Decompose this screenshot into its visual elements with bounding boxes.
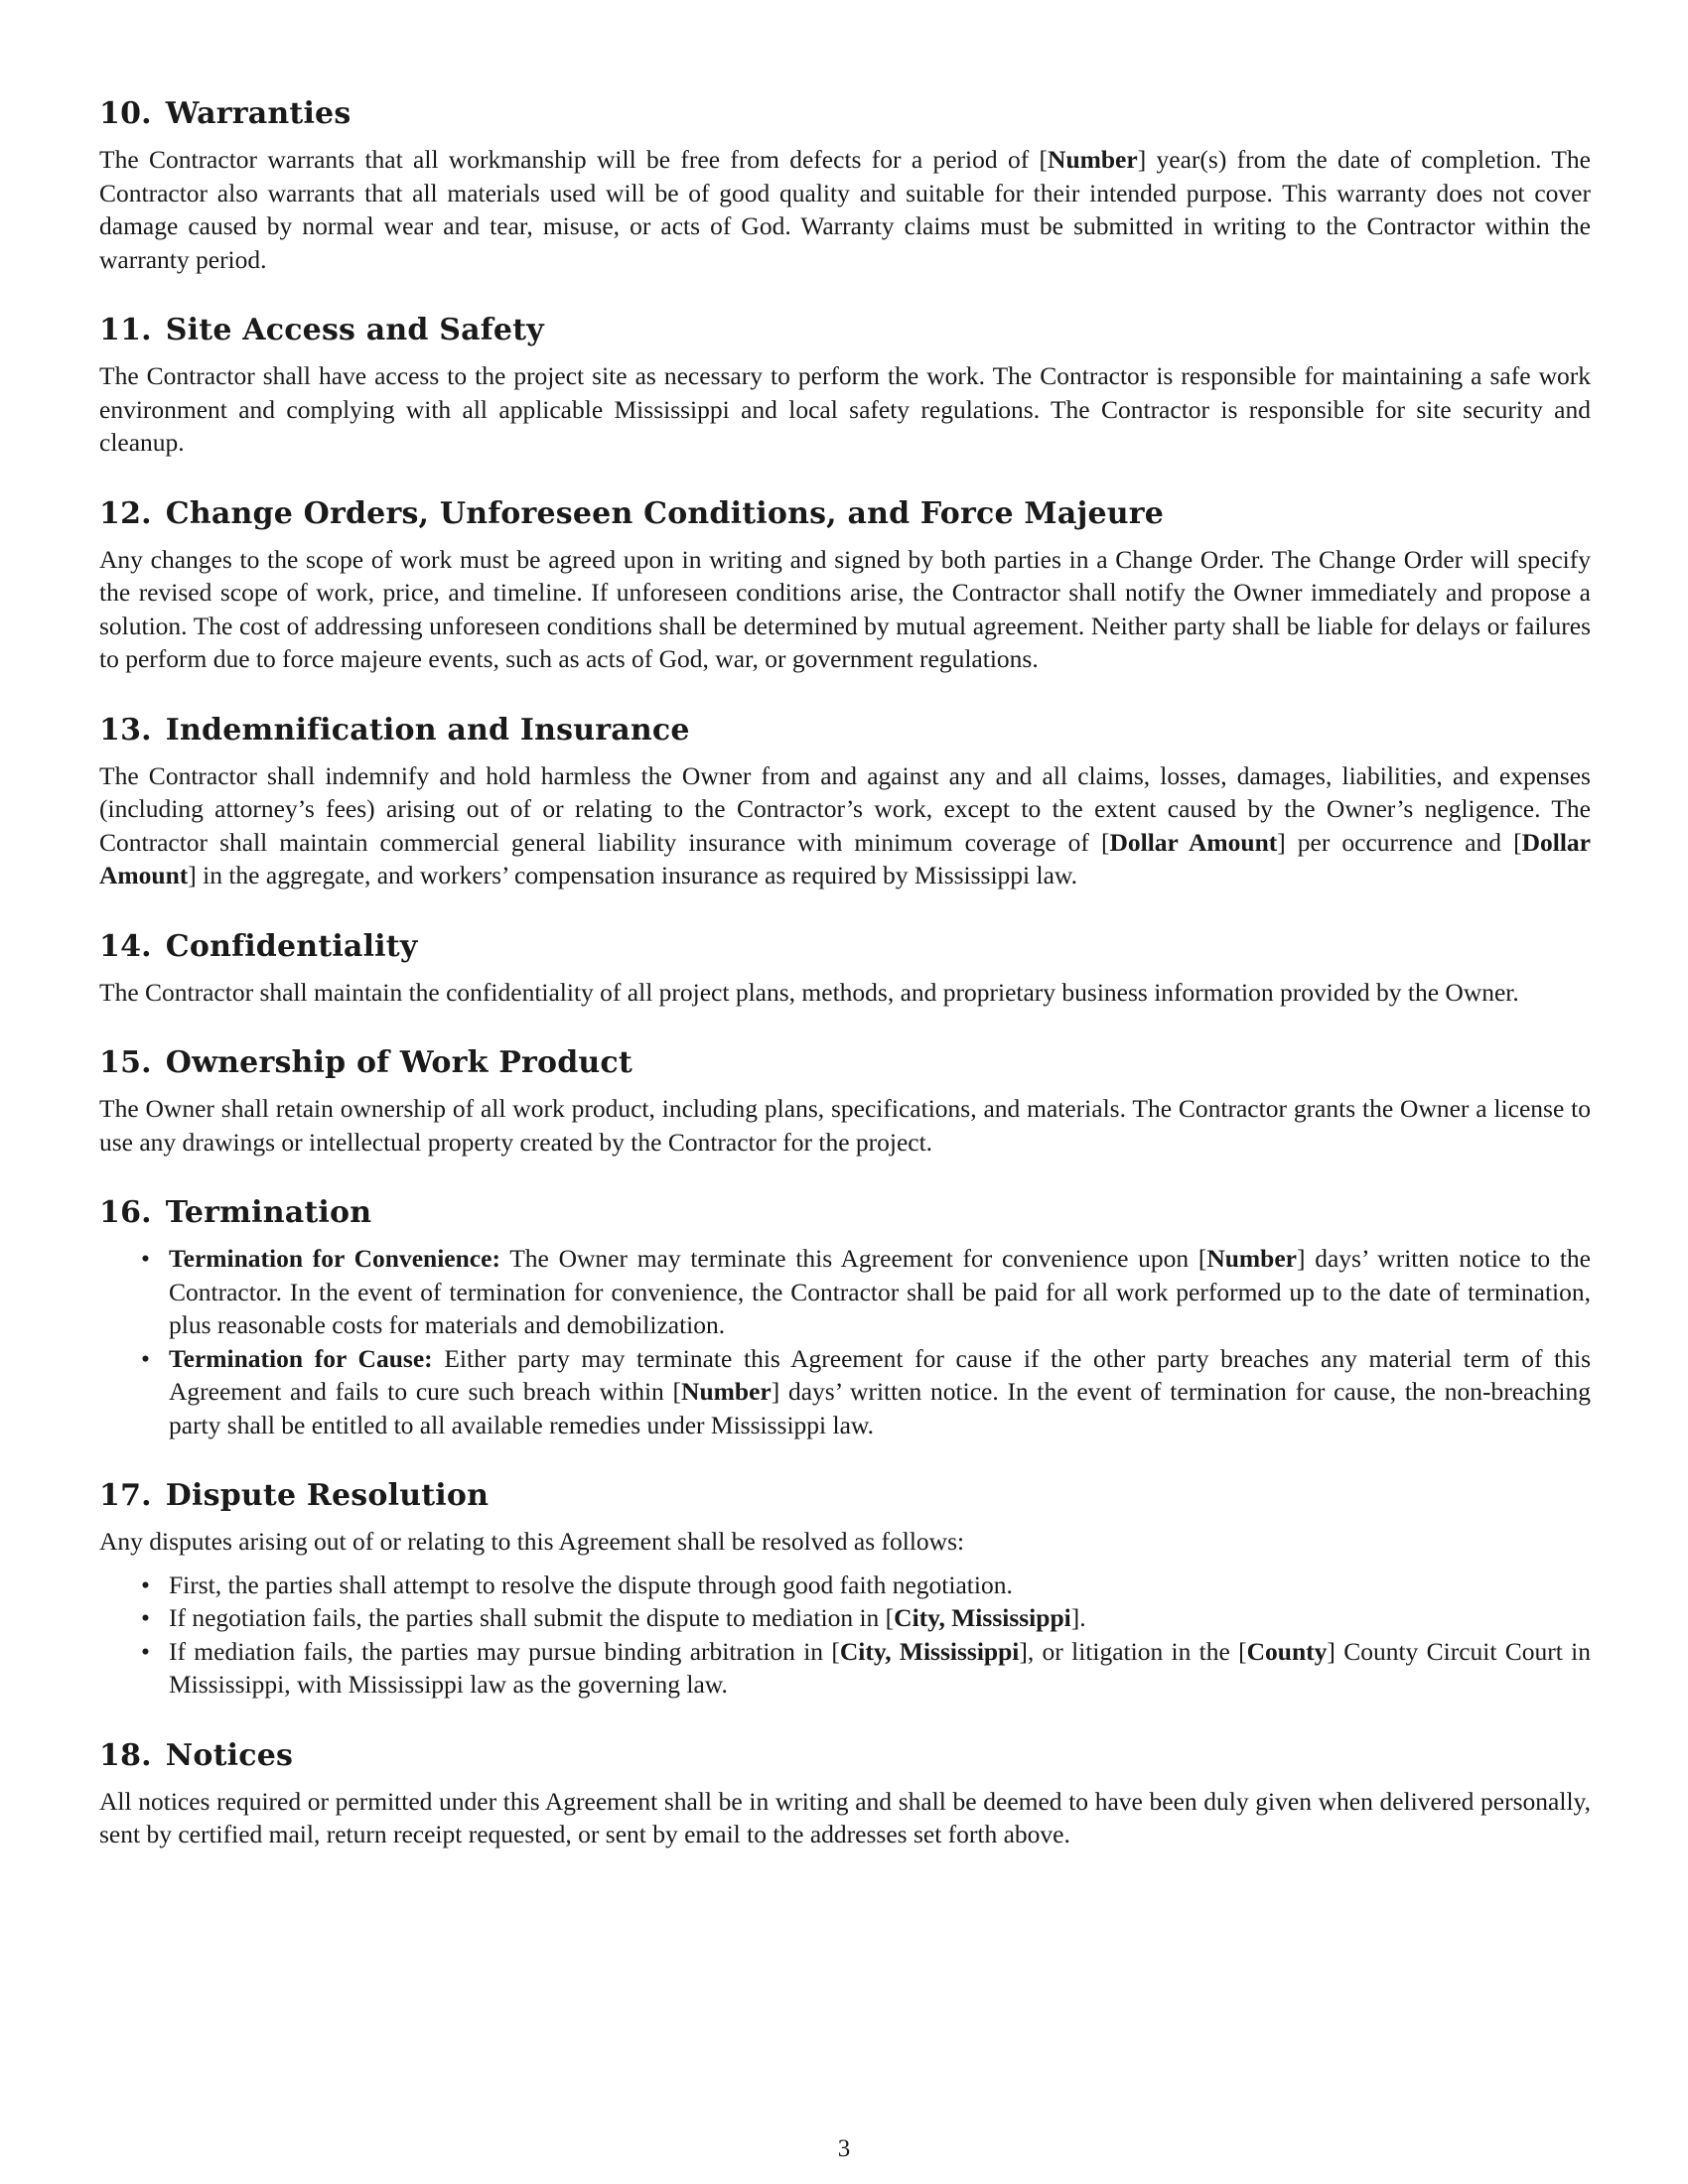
list-item <box>141 1342 1591 1442</box>
body-text: The Contractor warrants that all workmanship will be free from defects for a period of [ <box>99 145 1049 174</box>
section-heading <box>99 1044 1591 1082</box>
body-text: ] per occurrence and [ <box>1277 827 1522 857</box>
dispute-list <box>99 1569 1591 1702</box>
section-termination <box>99 1194 1591 1441</box>
list-item <box>141 1242 1591 1342</box>
bullet-icon: • <box>141 1603 150 1632</box>
section-heading <box>99 312 1591 349</box>
section-title: Notices <box>165 1737 294 1773</box>
list-item <box>141 1601 1591 1635</box>
bullet-icon: • <box>141 1343 150 1373</box>
section-heading <box>99 495 1591 533</box>
bullet-icon: • <box>141 1636 150 1666</box>
body-text: ] in the aggregate, and workers’ compensation insurance as required by Mississippi law. <box>188 861 1078 889</box>
section-change-orders <box>99 495 1591 676</box>
body-text: Either party may terminate this Agreement for cause if the other party breaches any material term of this Agreement and fails to cure such breach within [ <box>169 1343 1591 1406</box>
section-number: 11. <box>99 313 152 347</box>
body-text: The Contractor shall indemnify and hold harmless the Owner from and against any and all claims, losses, damages, liabilities, and expenses (including attorney’s fees) arising out of or relating to the Contractor’s work, except to the extent caused by the Owner’s negligence. The Contractor shall maintain commercial general liability insurance with minimum coverage of [ <box>99 760 1591 857</box>
section-title: Ownership of Work Product <box>165 1045 633 1080</box>
list-item-label: Termination for Cause: <box>169 1343 433 1373</box>
list-item <box>141 1569 1591 1602</box>
section-ownership <box>99 1044 1591 1159</box>
body-text: If mediation fails, the parties may pursue binding arbitration in [ <box>169 1636 840 1666</box>
section-number: 13. <box>99 712 152 748</box>
section-number: 18. <box>99 1737 152 1773</box>
placeholder-dollar-amount: Dollar Amount <box>99 827 1591 889</box>
list-item-label: Termination for Convenience: <box>169 1244 500 1273</box>
bullet-icon: • <box>141 1570 150 1599</box>
section-title: Termination <box>165 1195 372 1230</box>
section-heading <box>99 1477 1591 1515</box>
section-indemnification <box>99 712 1591 892</box>
section-title: Site Access and Safety <box>165 313 544 347</box>
body-text: ] days’ written notice to the Contractor. In the event of termination for convenience, the Contractor shall be paid for all work performed up to the date of termination, plus reasonable costs for materials and demobilization. <box>169 1244 1591 1339</box>
placeholder-number: Number <box>1206 1244 1297 1273</box>
body-text: The Owner may terminate this Agreement for convenience upon [ <box>499 1244 1207 1273</box>
section-warranties <box>99 95 1591 276</box>
list-item <box>141 1635 1591 1702</box>
body-text: ] year(s) from the date of completion. The Contractor also warrants that all materials used will be of good quality and suitable for their intended purpose. This warranty does not cover damage caused by normal wear and tear, misuse, or acts of God. Warranty claims must be submitted in writing to the Contractor within the warranty period. <box>99 145 1591 274</box>
section-heading <box>99 1194 1591 1232</box>
section-body <box>99 759 1591 892</box>
placeholder-number: Number <box>681 1377 772 1406</box>
section-body: The Contractor shall have access to the project site as necessary to perform the work. The Contractor is responsible for maintaining a safe work environment and complying with all applicable Mississippi and local safety regulations. The Contractor is responsible for site security and cleanup. <box>99 361 1591 457</box>
section-title: Change Orders, Unforeseen Conditions, and Force Majeure <box>165 495 1165 531</box>
section-heading <box>99 712 1591 750</box>
section-body: The Contractor shall maintain the confidentiality of all project plans, methods, and proprietary business information provided by the Owner. <box>99 977 1519 1007</box>
bullet-icon: • <box>141 1244 150 1273</box>
termination-list <box>99 1242 1591 1441</box>
body-text: ] County Circuit Court in Mississippi, with Mississippi law as the governing law. <box>169 1636 1591 1699</box>
section-body <box>99 143 1591 276</box>
body-text: ], or litigation in the [ <box>1019 1636 1247 1666</box>
section-heading <box>99 95 1591 133</box>
section-heading <box>99 928 1591 966</box>
placeholder-county: County <box>1246 1636 1328 1666</box>
section-site-access <box>99 312 1591 460</box>
section-title: Warranties <box>165 96 352 131</box>
section-notices <box>99 1737 1591 1851</box>
section-body: All notices required or permitted under this Agreement shall be in writing and shall be deemed to have been duly given when delivered personally, sent by certified mail, return receipt requested, or sent by email to the addresses set forth above. <box>99 1786 1591 1848</box>
placeholder-number: Number <box>1048 145 1138 174</box>
placeholder-city: City, Mississippi <box>894 1603 1071 1632</box>
body-text: First, the parties shall attempt to resolve the dispute through good faith negotiation. <box>169 1570 1013 1599</box>
section-title: Confidentiality <box>165 928 418 964</box>
section-confidentiality <box>99 928 1591 1010</box>
section-number: 16. <box>99 1195 152 1230</box>
section-number: 17. <box>99 1478 152 1513</box>
section-intro: Any disputes arising out of or relating to this Agreement shall be resolved as follows: <box>99 1527 965 1556</box>
section-body: Any changes to the scope of work must be agreed upon in writing and signed by both parties in a Change Order. The Change Order will specify the revised scope of work, price, and timeline. If unforeseen conditions arise, the Contractor shall notify the Owner immediately and propose a solution. The cost of addressing unforeseen conditions shall be determined by mutual agreement. Neither party shall be liable for delays or failures to perform due to force majeure events, such as acts of God, war, or government regulations. <box>99 544 1591 673</box>
section-heading <box>99 1737 1591 1775</box>
body-text: If negotiation fails, the parties shall submit the dispute to mediation in [ <box>169 1603 895 1632</box>
section-number: 10. <box>99 96 152 131</box>
section-number: 15. <box>99 1045 152 1080</box>
section-dispute-resolution <box>99 1477 1591 1702</box>
section-body: The Owner shall retain ownership of all work product, including plans, specifications, and materials. The Contractor grants the Owner a license to use any drawings or intellectual property created by the Contractor for the project. <box>99 1094 1591 1157</box>
page-number: 3 <box>837 2135 851 2162</box>
section-number: 12. <box>99 495 152 531</box>
document-page <box>99 95 1591 1887</box>
section-title: Dispute Resolution <box>165 1478 490 1513</box>
body-text: ]. <box>1070 1603 1086 1632</box>
placeholder-city: City, Mississippi <box>839 1636 1020 1666</box>
body-text: ] days’ written notice. In the event of termination for cause, the non-breaching party shall be entitled to all available remedies under Mississippi law. <box>169 1377 1591 1439</box>
placeholder-dollar-amount: Dollar Amount <box>1109 827 1278 857</box>
section-title: Indemnification and Insurance <box>165 712 690 748</box>
section-number: 14. <box>99 928 152 964</box>
